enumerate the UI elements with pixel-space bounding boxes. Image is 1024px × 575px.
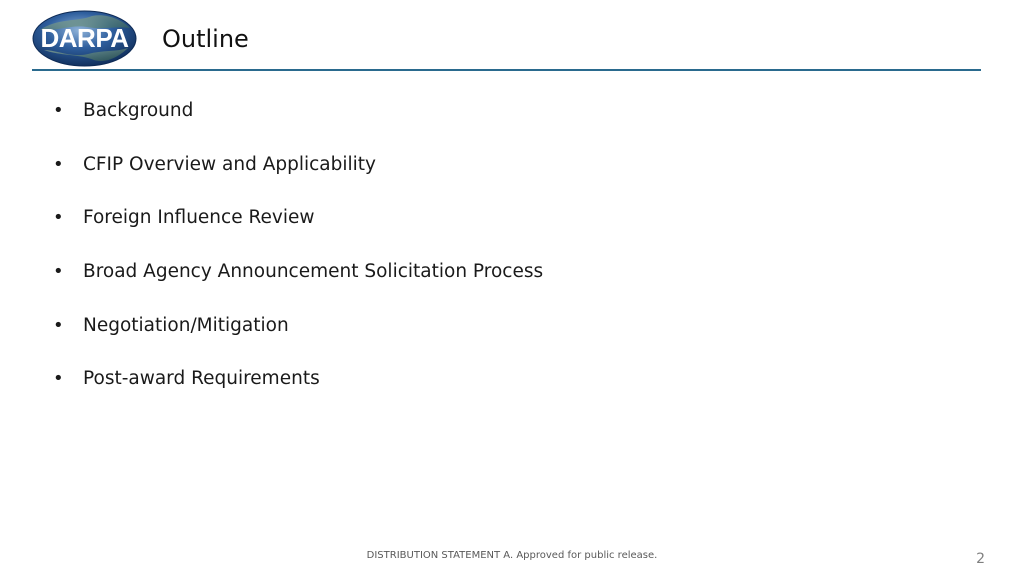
bullet-glyph: • [53,100,64,121]
distribution-statement: DISTRIBUTION STATEMENT A. Approved for public release. [366,550,658,561]
slide-title: Outline [162,25,249,53]
list-item-text: Negotiation/Mitigation [83,314,289,336]
bullet-glyph: • [53,261,64,283]
bullet-glyph: • [53,368,64,390]
list-item-text: Foreign Influence Review [83,207,315,229]
title-divider [32,69,981,71]
bullet-glyph: • [53,207,64,229]
page-number: 2 [976,551,985,567]
logo-text: DARPA [40,23,129,53]
list-item-text: Post-award Requirements [83,368,320,390]
list-item-text: Broad Agency Announcement Solicitation Process [83,261,544,283]
list-item-text: CFIP Overview and Applicability [83,153,377,175]
darpa-logo [32,10,137,67]
bullet-glyph: • [53,153,64,175]
darpa-globe-logo-icon [32,10,137,67]
list-item-text: Background [83,100,194,121]
bullet-glyph: • [53,314,64,336]
